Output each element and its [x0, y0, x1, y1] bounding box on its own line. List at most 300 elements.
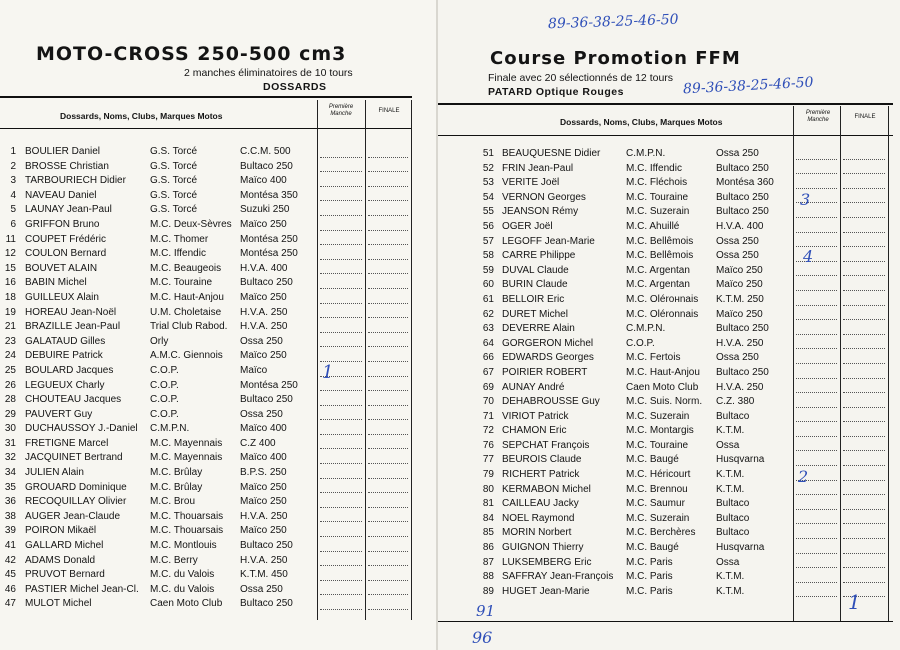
handwritten-96: 96 — [472, 628, 493, 647]
entry-motorcycle: Ossa 250 — [716, 148, 759, 159]
entry-club: M.C. Bellêmois — [626, 250, 694, 262]
entry-name: KERMABON Michel — [502, 483, 591, 495]
entry-club: M.C. Suzerain — [626, 206, 690, 218]
entry-club: C.M.P.N. — [626, 148, 666, 159]
entry-name: AUGER Jean-Claude — [25, 510, 121, 522]
entry-row — [0, 349, 412, 364]
right-column-header: Dossards, Noms, Clubs, Marques Motos — [560, 117, 723, 127]
premiere-manche-cell — [796, 334, 837, 335]
entry-motorcycle: H.V.A. 250 — [240, 554, 288, 566]
premiere-manche-cell — [320, 186, 362, 187]
entry-name: BROSSE Christian — [25, 160, 109, 172]
entry-club: Caen Moto Club — [626, 381, 699, 393]
entry-row — [438, 176, 893, 191]
entry-name: DEBUIRE Patrick — [25, 350, 103, 362]
premiere-manche-cell — [796, 363, 837, 364]
entry-number: 84 — [482, 512, 494, 524]
entry-row — [438, 322, 893, 337]
entry-motorcycle: Ossa 250 — [716, 235, 759, 247]
entry-row — [438, 570, 893, 585]
entry-club: M.C. Suzerain — [626, 512, 690, 524]
entry-club: C.O.P. — [626, 337, 655, 349]
finale-cell — [368, 361, 408, 362]
entry-motorcycle: Maïco 250 — [240, 525, 287, 537]
entry-row — [438, 468, 893, 483]
entry-club: C.O.P. — [150, 394, 179, 406]
entry-number: 76 — [482, 439, 494, 451]
entry-row — [0, 597, 412, 612]
entry-name: JEANSON Rémy — [502, 206, 579, 218]
finale-cell — [843, 582, 885, 583]
entry-number: 64 — [482, 337, 494, 349]
premiere-manche-cell — [320, 405, 362, 406]
entry-motorcycle: Montésa 250 — [240, 379, 298, 391]
premiere-manche-cell — [320, 332, 362, 333]
entry-motorcycle: H.V.A. 400 — [240, 262, 288, 274]
entry-row — [438, 220, 893, 235]
premiere-manche-cell — [320, 448, 362, 449]
finale-cell — [368, 346, 408, 347]
entry-club: G.S. Torcé — [150, 204, 198, 216]
finale-cell — [368, 171, 408, 172]
entry-motorcycle: C.C.M. 500 — [240, 146, 291, 157]
entry-number: 24 — [4, 350, 16, 362]
entry-name: LEGUEUX Charly — [25, 379, 105, 391]
entry-number: 39 — [4, 525, 16, 537]
entry-motorcycle: Maïco 250 — [716, 279, 763, 291]
entry-row — [0, 335, 412, 350]
right-bottom-rule — [438, 621, 893, 622]
entry-motorcycle: Husqvarna — [716, 454, 765, 466]
entry-name: RICHERT Patrick — [502, 469, 580, 481]
entry-club: M.C. Saumur — [626, 498, 685, 510]
entry-club: G.S. Torcé — [150, 175, 198, 187]
entry-number: 21 — [4, 321, 16, 333]
entry-name: OGER Joël — [502, 220, 553, 232]
entry-number: 31 — [4, 437, 16, 449]
entry-club: Orly — [150, 335, 169, 347]
entry-number: 80 — [482, 483, 494, 495]
entry-row — [0, 437, 412, 452]
entry-row — [0, 306, 412, 321]
entry-club: G.S. Torcé — [150, 160, 198, 172]
entry-motorcycle: Maïco — [240, 364, 268, 376]
entry-number: 28 — [4, 394, 16, 406]
entry-motorcycle: Suzuki 250 — [240, 204, 290, 216]
entry-club: M.C. Thouarsais — [150, 510, 224, 522]
premiere-manche-cell — [320, 317, 362, 318]
premiere-manche-cell — [796, 407, 837, 408]
entry-motorcycle: Bultaco 250 — [240, 394, 293, 406]
entry-number: 59 — [482, 264, 494, 276]
premiere-manche-cell — [796, 188, 837, 189]
entry-name: GORGERON Michel — [502, 337, 594, 349]
finale-cell — [368, 303, 408, 304]
entry-number: 26 — [4, 379, 16, 391]
entry-name: MULOT Michel — [25, 598, 92, 610]
entry-name: GRIFFON Bruno — [25, 218, 100, 230]
entry-club: M.C. du Valois — [150, 569, 215, 581]
entry-row — [0, 524, 412, 539]
right-page — [438, 0, 900, 650]
entry-row — [0, 554, 412, 569]
entry-row — [438, 395, 893, 410]
entry-name: DUVAL Claude — [502, 264, 569, 276]
entry-number: 36 — [4, 496, 16, 508]
finale-cell — [843, 509, 885, 510]
entry-name: TARBOURIECH Didier — [25, 175, 126, 187]
premiere-manche-cell — [320, 157, 362, 158]
entry-club: M.C. Brennou — [626, 483, 688, 495]
entry-row — [0, 510, 412, 525]
premiere-manche-cell — [320, 609, 362, 610]
finale-cell — [843, 188, 885, 189]
entry-club: M.C. Suis. Norm. — [626, 396, 703, 408]
entry-number: 15 — [4, 262, 16, 274]
premiere-manche-cell — [320, 346, 362, 347]
entry-club: A.M.C. Giennois — [150, 350, 223, 362]
premiere-manche-cell — [320, 244, 362, 245]
premiere-manche-cell — [320, 259, 362, 260]
entry-number: 55 — [482, 206, 494, 218]
finale-cell — [843, 334, 885, 335]
entry-motorcycle: Montésa 250 — [240, 248, 298, 260]
entry-club: C.M.P.N. — [150, 423, 190, 435]
entry-name: CHOUTEAU Jacques — [25, 394, 122, 406]
entry-motorcycle: Maïco 250 — [716, 308, 763, 320]
entry-number: 60 — [482, 279, 494, 291]
premiere-manche-cell — [796, 553, 837, 554]
entry-number: 18 — [4, 291, 16, 303]
entry-name: FRIN Jean-Paul — [502, 162, 574, 174]
entry-row — [0, 495, 412, 510]
entry-motorcycle: C.Z. 380 — [716, 396, 755, 408]
entry-name: RECOQUILLAY Olivier — [25, 496, 127, 508]
entry-motorcycle: Maïco 250 — [240, 496, 287, 508]
entry-club: M.C. Haut-Anjou — [150, 291, 224, 303]
finale-cell — [843, 480, 885, 481]
entry-club: G.S. Torcé — [150, 146, 198, 157]
entry-motorcycle: H.V.A. 250 — [716, 337, 764, 349]
finale-cell — [843, 465, 885, 466]
premiere-manche-cell — [320, 390, 362, 391]
entry-club: M.C. Fléchois — [626, 177, 688, 189]
premiere-manche-cell — [320, 200, 362, 201]
entry-name: VIRIOT Patrick — [502, 410, 569, 422]
premiere-manche-cell — [320, 492, 362, 493]
entry-number: 12 — [4, 248, 16, 260]
finale-cell — [843, 217, 885, 218]
entry-motorcycle: Bultaco 250 — [716, 162, 769, 174]
finale-cell — [368, 565, 408, 566]
entry-number: 87 — [482, 556, 494, 568]
premiere-manche-cell — [796, 173, 837, 174]
entry-club: M.C. Argentan — [626, 279, 690, 291]
entry-name: VERNON Georges — [502, 191, 586, 203]
entry-club: Trial Club Rabod. — [150, 321, 228, 333]
entry-row — [438, 366, 893, 381]
entry-motorcycle: K.T.M. 450 — [240, 569, 288, 581]
entry-number: 5 — [10, 204, 16, 216]
entry-motorcycle: B.P.S. 250 — [240, 467, 287, 479]
handwritten-mark-boulard: 1 — [322, 362, 334, 383]
entry-club: M.C. Olérонnais — [626, 293, 699, 305]
finale-cell — [368, 200, 408, 201]
entry-club: M.C. Haut-Anjou — [626, 366, 700, 378]
entry-club: M.C. Deux-Sèvres — [150, 218, 232, 230]
entry-motorcycle: Maïco 400 — [240, 175, 287, 187]
finale-cell — [368, 551, 408, 552]
entry-name: PASTIER Michel Jean-Cl. — [25, 583, 139, 595]
entry-row — [438, 264, 893, 279]
entry-club: M.C. Baugé — [626, 542, 679, 554]
entry-row — [0, 379, 412, 394]
entry-number: 34 — [4, 467, 16, 479]
entry-number: 3 — [10, 175, 16, 187]
entry-motorcycle: K.T.M. — [716, 585, 745, 597]
entry-row — [0, 539, 412, 554]
entry-number: 58 — [482, 250, 494, 262]
entry-club: C.M.P.N. — [626, 323, 666, 335]
entry-row — [0, 160, 412, 175]
entry-number: 46 — [4, 583, 16, 595]
entry-row — [438, 293, 893, 308]
entry-club: M.C. Brûlay — [150, 467, 203, 479]
finale-cell — [843, 567, 885, 568]
entry-row — [0, 174, 412, 189]
entry-club: M.C. Fertois — [626, 352, 681, 364]
entry-club: M.C. Paris — [626, 556, 673, 568]
finale-cell — [843, 173, 885, 174]
entry-club: M.C. Argentan — [626, 264, 690, 276]
finale-cell — [368, 478, 408, 479]
premiere-manche-cell — [320, 507, 362, 508]
entry-motorcycle: Maïco 400 — [240, 452, 287, 464]
entry-motorcycle: K.T.M. — [716, 425, 745, 437]
entry-motorcycle: Ossa 250 — [240, 583, 283, 595]
premiere-manche-cell — [796, 582, 837, 583]
entry-club: M.C. Iffendic — [150, 248, 206, 260]
entry-motorcycle: Bultaco 250 — [240, 160, 293, 172]
entry-motorcycle: Ossa 250 — [240, 408, 283, 420]
entry-row — [0, 233, 412, 248]
entry-club: M.C. Thouarsais — [150, 525, 224, 537]
entry-motorcycle: K.T.M. 250 — [716, 293, 764, 305]
entry-motorcycle: H.V.A. 250 — [240, 306, 288, 318]
entry-name: PAUVERT Guy — [25, 408, 93, 420]
finale-cell — [843, 450, 885, 451]
premiere-manche-cell — [796, 421, 837, 422]
finale-cell — [843, 436, 885, 437]
entry-motorcycle: Bultaco — [716, 410, 750, 422]
entry-motorcycle: Bultaco 250 — [716, 206, 769, 218]
entry-name: ADAMS Donald — [25, 554, 96, 566]
entry-name: COULON Bernard — [25, 248, 107, 260]
entry-number: 16 — [4, 277, 16, 289]
entry-club: C.O.P. — [150, 364, 179, 376]
finale-cell — [368, 521, 408, 522]
entry-club: M.C. Baugé — [626, 454, 679, 466]
premiere-manche-cell — [796, 290, 837, 291]
premiere-manche-cell — [320, 434, 362, 435]
premiere-manche-cell — [796, 378, 837, 379]
finale-cell — [368, 215, 408, 216]
entry-club: M.C. Iffendic — [626, 162, 682, 174]
entry-number: 51 — [482, 148, 494, 159]
finale-cell — [368, 230, 408, 231]
entry-motorcycle: Ossa — [716, 439, 740, 451]
entry-name: BOULARD Jacques — [25, 364, 114, 376]
entry-motorcycle: Bultaco — [716, 527, 750, 539]
left-entry-list — [0, 145, 412, 612]
entry-number: 67 — [482, 366, 494, 378]
entry-club: M.C. Berchères — [626, 527, 696, 539]
premiere-manche-cell — [796, 392, 837, 393]
entry-club: M.C. Montlouis — [150, 540, 217, 552]
finale-cell — [843, 421, 885, 422]
entry-row — [438, 249, 893, 264]
right-title: Course Promotion FFM — [490, 48, 741, 69]
right-top-rule — [438, 103, 893, 105]
entry-number: 69 — [482, 381, 494, 393]
entry-row — [438, 483, 893, 498]
finale-cell — [368, 288, 408, 289]
entry-motorcycle: Ossa 250 — [240, 335, 283, 347]
finale-cell — [368, 507, 408, 508]
entry-motorcycle: Bultaco — [716, 512, 750, 524]
entry-row — [438, 410, 893, 425]
finale-cell — [843, 290, 885, 291]
entry-number: 11 — [5, 233, 16, 245]
finale-cell — [843, 378, 885, 379]
entry-motorcycle: K.T.M. — [716, 483, 745, 495]
entry-number: 57 — [482, 235, 494, 247]
entry-club: M.C. Touraine — [626, 191, 689, 203]
entry-name: DURET Michel — [502, 308, 568, 320]
finale-cell — [368, 594, 408, 595]
finale-cell — [843, 553, 885, 554]
entry-name: BELLOIR Eric — [502, 293, 565, 305]
finale-cell — [368, 536, 408, 537]
entry-name: SAFFRAY Jean-François — [502, 571, 614, 583]
entry-name: HOREAU Jean-Noël — [25, 306, 117, 318]
premiere-manche-cell — [796, 305, 837, 306]
entry-name: LAUNAY Jean-Paul — [25, 204, 112, 216]
entry-number: 52 — [482, 162, 494, 174]
finale-cell — [368, 244, 408, 245]
entry-club: M.C. Suzerain — [626, 410, 690, 422]
entry-number: 1 — [10, 146, 16, 157]
entry-motorcycle: Ossa 250 — [716, 352, 759, 364]
premiere-manche-cell — [796, 538, 837, 539]
entry-name: GROUARD Dominique — [25, 481, 127, 493]
premiere-manche-cell — [796, 596, 837, 597]
finale-cell — [368, 186, 408, 187]
premiere-manche-cell — [796, 465, 837, 466]
premiere-manche-cell — [320, 521, 362, 522]
right-finale-header: FINALE — [854, 114, 876, 120]
entry-club: M.C. Thomer — [150, 233, 209, 245]
finale-cell — [368, 332, 408, 333]
entry-motorcycle: Maïco 400 — [240, 423, 287, 435]
entry-name: CAILLEAU Jacky — [502, 498, 579, 510]
handwritten-top-numbers-2: 89-36-38-25-46-50 — [682, 74, 814, 98]
entry-row — [0, 583, 412, 598]
premiere-manche-cell — [796, 232, 837, 233]
entry-name: GUILLEUX Alain — [25, 291, 99, 303]
entry-motorcycle: Husqvarna — [716, 542, 765, 554]
entry-name: COUPET Frédéric — [25, 233, 106, 245]
finale-cell — [368, 609, 408, 610]
entry-name: NAVEAU Daniel — [25, 189, 97, 201]
left-title: MOTO-CROSS 250-500 cm3 — [36, 43, 347, 65]
entry-number: 4 — [10, 189, 16, 201]
entry-name: SEPCHAT François — [502, 439, 590, 451]
entry-row — [0, 466, 412, 481]
entry-motorcycle: Bultaco 250 — [716, 191, 769, 203]
finale-cell — [368, 157, 408, 158]
finale-cell — [368, 463, 408, 464]
entry-club: M.C. Beaugeois — [150, 262, 222, 274]
entry-motorcycle: Bultaco — [716, 498, 750, 510]
entry-number: 2 — [10, 160, 16, 172]
premiere-manche-cell — [796, 494, 837, 495]
entry-name: GALLARD Michel — [25, 540, 104, 552]
entry-row — [438, 541, 893, 556]
entry-motorcycle: Ossa — [716, 556, 740, 568]
premiere-manche-cell — [796, 275, 837, 276]
right-subtitle: Finale avec 20 sélectionnés de 12 tours — [488, 72, 674, 84]
entry-row — [0, 218, 412, 233]
entry-club: M.C. Touraine — [626, 439, 689, 451]
finale-cell — [368, 273, 408, 274]
entry-motorcycle: C.Z 400 — [240, 437, 276, 449]
entry-row — [0, 145, 412, 160]
left-premiere-header: Première Manche — [328, 104, 354, 117]
entry-name: BRAZILLE Jean-Paul — [25, 321, 121, 333]
left-dossards-label: DOSSARDS — [263, 81, 327, 93]
entry-name: DEHABROUSSE Guy — [502, 396, 600, 408]
premiere-manche-cell — [320, 551, 362, 552]
entry-club: M.C. Paris — [626, 571, 673, 583]
handwritten-top-numbers-1: 89-36-38-25-46-50 — [547, 11, 679, 33]
entry-name: GALATAUD Gilles — [25, 335, 106, 347]
finale-cell — [843, 305, 885, 306]
entry-motorcycle: Bultaco 250 — [240, 540, 293, 552]
entry-row — [0, 408, 412, 423]
finale-cell — [843, 159, 885, 160]
entry-name: GUIGNON Thierry — [502, 542, 584, 554]
entry-name: DEVERRE Alain — [502, 323, 575, 335]
entry-row — [438, 337, 893, 352]
entry-row — [438, 497, 893, 512]
entry-name: CHAMON Eric — [502, 425, 567, 437]
entry-row — [0, 568, 412, 583]
entry-row — [438, 308, 893, 323]
finale-cell — [843, 275, 885, 276]
premiere-manche-cell — [796, 436, 837, 437]
entry-row — [438, 351, 893, 366]
finale-cell — [843, 246, 885, 247]
premiere-manche-cell — [320, 419, 362, 420]
entry-name: JULIEN Alain — [25, 467, 84, 479]
entry-club: M.C. Mayennais — [150, 452, 223, 464]
premiere-manche-cell — [320, 478, 362, 479]
entry-club: M.C. Brûlay — [150, 481, 203, 493]
entry-row — [438, 424, 893, 439]
finale-cell — [368, 580, 408, 581]
entry-motorcycle: Montésa 360 — [716, 177, 774, 189]
